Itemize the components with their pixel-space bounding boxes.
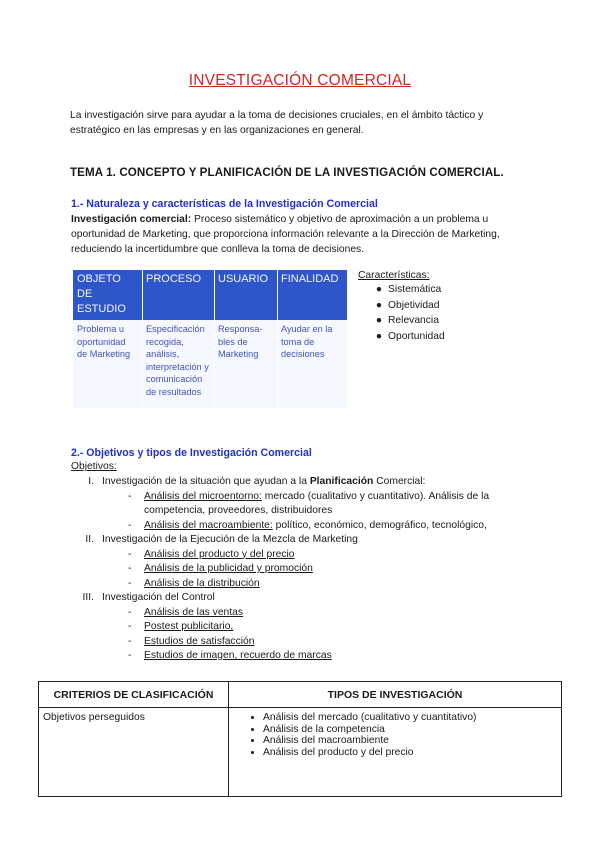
table-header-criterios: CRITERIOS DE CLASIFICACIÓN (39, 682, 229, 708)
objetivos-label: Objetivos: (71, 461, 117, 472)
sub-item: - Análisis del macroambiente: político, económico, demográfico, tecnológico, (128, 519, 487, 531)
diagram-body-objeto: Problema u oportunidad de Marketing (73, 320, 142, 408)
diagram-header-usuario: USUARIO (214, 270, 277, 320)
sub-item: - Análisis del microentorno: mercado (cualitativo y cuantitativo). Análisis de la (128, 490, 490, 502)
diagram-divider (214, 270, 215, 408)
section1-heading: 1.- Naturaleza y características de la Investigación Comercial (71, 198, 378, 210)
bullet-icon: ● (375, 315, 383, 326)
diagram-divider (142, 270, 143, 408)
bullet-icon: ● (375, 330, 383, 342)
sub-item: - Análisis del producto y del precio (128, 548, 295, 560)
definition-paragraph (71, 212, 533, 257)
objective-item: I. Investigación de la situación que ayudan a la Planificación Comercial: (88, 476, 426, 487)
objective-item: II. Investigación de la Ejecución de la Mezcla de Marketing (85, 534, 358, 545)
list-item: ● Relevancia (370, 313, 445, 329)
sub-item-continuation: competencia, proveedores, distribuidores (144, 505, 333, 516)
diagram-divider (277, 270, 278, 408)
list-item: • Análisis de la competencia (263, 724, 557, 736)
diagram-header-proceso: PROCESO (142, 270, 214, 320)
document-title: INVESTIGACIÓN COMERCIAL (188, 72, 412, 89)
sub-item: - Estudios de imagen, recuerdo de marcas (128, 650, 332, 661)
classification-table (38, 681, 562, 797)
caracteristicas-block (358, 270, 445, 344)
bullet-icon: ● (375, 284, 383, 295)
caracteristicas-label: Características: (358, 270, 430, 281)
definition-text: Proceso sistemático y objetivo de aproximación a un problema u oportunidad de Marketing, que proporciona información relevante a la Dirección de Marketing, reduciendo la incertidumbre que conlleva la toma de decisiones. (71, 214, 500, 255)
objetivos-list (58, 475, 538, 664)
bullet-icon: ● (375, 299, 383, 311)
list-item: • Análisis del macroambiente (263, 735, 557, 747)
sub-item: - Estudios de satisfacción (128, 635, 255, 647)
diagram-body-usuario: Responsa- bles de Marketing (214, 320, 277, 408)
definition-term: Investigación comercial: (71, 214, 192, 225)
diagram-body-proceso: Especificación recogida, análisis, interpretación y comunicación de resultados (142, 320, 214, 408)
sub-item: - Análisis de la publicidad y promoción (128, 563, 313, 574)
diagram-header-objeto: OBJETO DE ESTUDIO (73, 270, 142, 320)
sub-item: - Análisis de las ventas (128, 606, 244, 618)
table-cell-criterio: Objetivos perseguidos (39, 708, 229, 797)
list-item: • Análisis del producto y del precio (263, 747, 557, 759)
list-item: • Análisis del mercado (cualitativo y cuantitativo) (263, 712, 557, 724)
diagram-body-finalidad: Ayudar en la toma de decisiones (277, 320, 347, 408)
list-item: ● Oportunidad (370, 329, 445, 345)
table-row (39, 708, 562, 797)
objective-item: III. Investigación del Control (82, 592, 215, 603)
section2-heading: 2.- Objetivos y tipos de Investigación Comercial (71, 447, 312, 459)
intro-paragraph: La investigación sirve para ayudar a la toma de decisiones cruciales, en el ámbito táctico y estratégico en las empresas y en las organizaciones en general. (70, 110, 484, 136)
table-cell-tipos (229, 708, 562, 797)
list-item: ● Objetividad (370, 298, 445, 314)
diagram-header-finalidad: FINALIDAD (277, 270, 347, 320)
sub-item: - Postest publicitario, (128, 621, 234, 632)
sub-item: - Análisis de la distribución (128, 577, 260, 589)
tema-heading: TEMA 1. CONCEPTO Y PLANIFICACIÓN DE LA INVESTIGACIÓN COMERCIAL. (70, 166, 504, 179)
process-diagram (73, 270, 347, 408)
list-item: ● Sistemática (370, 282, 445, 298)
table-header-tipos: TIPOS DE INVESTIGACIÓN (229, 682, 562, 708)
